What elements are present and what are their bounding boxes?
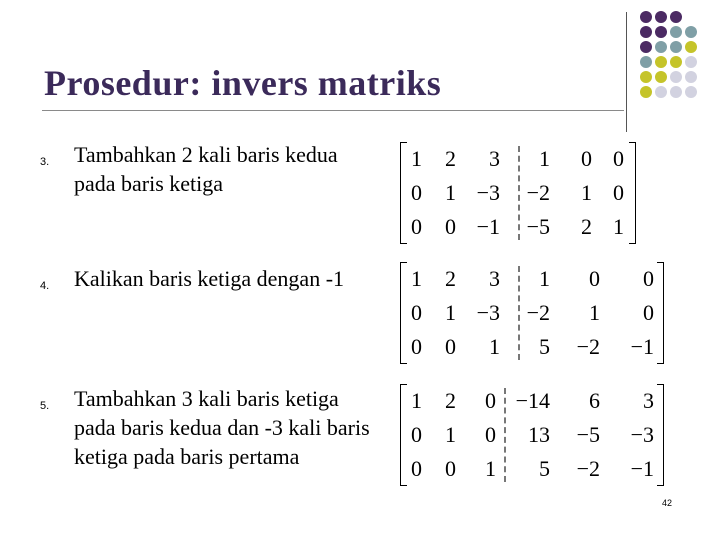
decor-dot [685, 41, 697, 53]
matrix-cell: 1 [445, 422, 456, 447]
decor-dot [670, 26, 682, 38]
step-text: Tambahkan 2 kali baris kedua pada baris ketiga [74, 142, 338, 196]
matrix-cell: 1 [485, 456, 496, 481]
decor-dot [685, 71, 697, 83]
decor-dot [640, 71, 652, 83]
matrix-cell: 1 [411, 388, 422, 413]
matrix-right-bracket [657, 262, 664, 364]
decor-dot [670, 71, 682, 83]
matrix-cell: 2 [445, 146, 456, 171]
matrix-cell: 0 [411, 422, 422, 447]
matrix-cell: 13 [528, 422, 550, 447]
matrix-cell: −3 [476, 300, 500, 325]
matrix-cell: 1 [445, 300, 456, 325]
matrix-cell: 0 [411, 180, 422, 205]
matrix-cell: −5 [576, 422, 600, 447]
matrix-step-4 [400, 262, 664, 364]
step-text: Tambahkan 3 kali baris ketiga pada baris kedua dan -3 kali baris ketiga pada baris pertama [74, 386, 370, 469]
matrix-cell: −1 [476, 214, 500, 239]
augment-divider [518, 266, 520, 360]
matrix-cell: −2 [526, 180, 550, 205]
matrix-cell: −1 [630, 334, 654, 359]
decor-dot [655, 86, 667, 98]
matrix-cell: 0 [445, 334, 456, 359]
matrix-cell: 2 [581, 214, 592, 239]
matrix-cell: 0 [411, 456, 422, 481]
decor-dot [655, 26, 667, 38]
matrix-cell: 0 [445, 214, 456, 239]
matrix-left-bracket [400, 142, 407, 244]
decor-dot [655, 41, 667, 53]
matrix-cell: 1 [489, 334, 500, 359]
matrix-cell: 0 [411, 334, 422, 359]
matrix-cell: 2 [445, 266, 456, 291]
matrix-cell: −5 [526, 214, 550, 239]
decor-dot [670, 86, 682, 98]
matrix-cell: −2 [576, 334, 600, 359]
matrix-cell: 0 [411, 214, 422, 239]
decor-dot [640, 86, 652, 98]
matrix-cell: 0 [581, 146, 592, 171]
matrix-cell: 0 [589, 266, 600, 291]
matrix-cell: 1 [539, 146, 550, 171]
matrix-cell: −1 [630, 456, 654, 481]
matrix-cell: 5 [539, 456, 550, 481]
matrix-step-5 [400, 384, 664, 486]
matrix-cell: 1 [589, 300, 600, 325]
augment-divider [504, 388, 506, 482]
page-number: 42 [662, 498, 673, 508]
matrix-cell: 1 [411, 266, 422, 291]
step-text: Kalikan baris ketiga dengan -1 [74, 266, 345, 291]
decor-dot [685, 86, 697, 98]
matrix-cell: −3 [476, 180, 500, 205]
matrix-right-bracket [657, 384, 664, 486]
matrix-cell: 2 [445, 388, 456, 413]
matrix-cell: −2 [576, 456, 600, 481]
matrix-cell: 1 [539, 266, 550, 291]
matrix-right-bracket [629, 142, 636, 244]
matrix-cell: 6 [589, 388, 600, 413]
matrix-cell: −2 [526, 300, 550, 325]
decor-vertical-line [626, 12, 627, 132]
decor-dot [685, 26, 697, 38]
decor-dot [640, 41, 652, 53]
matrix-cell: 0 [411, 300, 422, 325]
matrix-cell: 0 [613, 180, 624, 205]
matrix-cell: 0 [643, 300, 654, 325]
decor-dot [640, 26, 652, 38]
matrix-cell: 3 [489, 146, 500, 171]
decor-dot [655, 11, 667, 23]
decor-dot [640, 56, 652, 68]
augment-divider [518, 146, 520, 240]
matrix-cell: −14 [515, 388, 550, 413]
decor-dot-grid [636, 10, 716, 110]
decor-dot [670, 41, 682, 53]
matrix-cell: 1 [613, 214, 624, 239]
decor-dot [685, 56, 697, 68]
matrix-cell: 5 [539, 334, 550, 359]
matrix-cell: 3 [489, 266, 500, 291]
decor-dot [655, 71, 667, 83]
decor-dot [640, 11, 652, 23]
matrix-cell: 1 [411, 146, 422, 171]
title-underline [42, 110, 624, 111]
matrix-cell: 0 [445, 456, 456, 481]
matrix-cell: 0 [613, 146, 624, 171]
page-title: Prosedur: invers matriks [44, 63, 442, 103]
step-number: 3. [40, 156, 50, 168]
matrix-cell: 3 [643, 388, 654, 413]
matrix-left-bracket [400, 384, 407, 486]
decor-dot [670, 56, 682, 68]
matrix-step-3 [400, 142, 636, 244]
matrix-cell: 1 [445, 180, 456, 205]
matrix-cell: 0 [643, 266, 654, 291]
matrix-cell: 0 [485, 388, 496, 413]
decor-dot [670, 11, 682, 23]
matrix-cell: 0 [485, 422, 496, 447]
matrix-cell: −3 [630, 422, 654, 447]
matrix-left-bracket [400, 262, 407, 364]
decor-dot [655, 56, 667, 68]
matrix-cell: 1 [581, 180, 592, 205]
step-number: 5. [40, 400, 50, 412]
step-number: 4. [40, 280, 50, 292]
